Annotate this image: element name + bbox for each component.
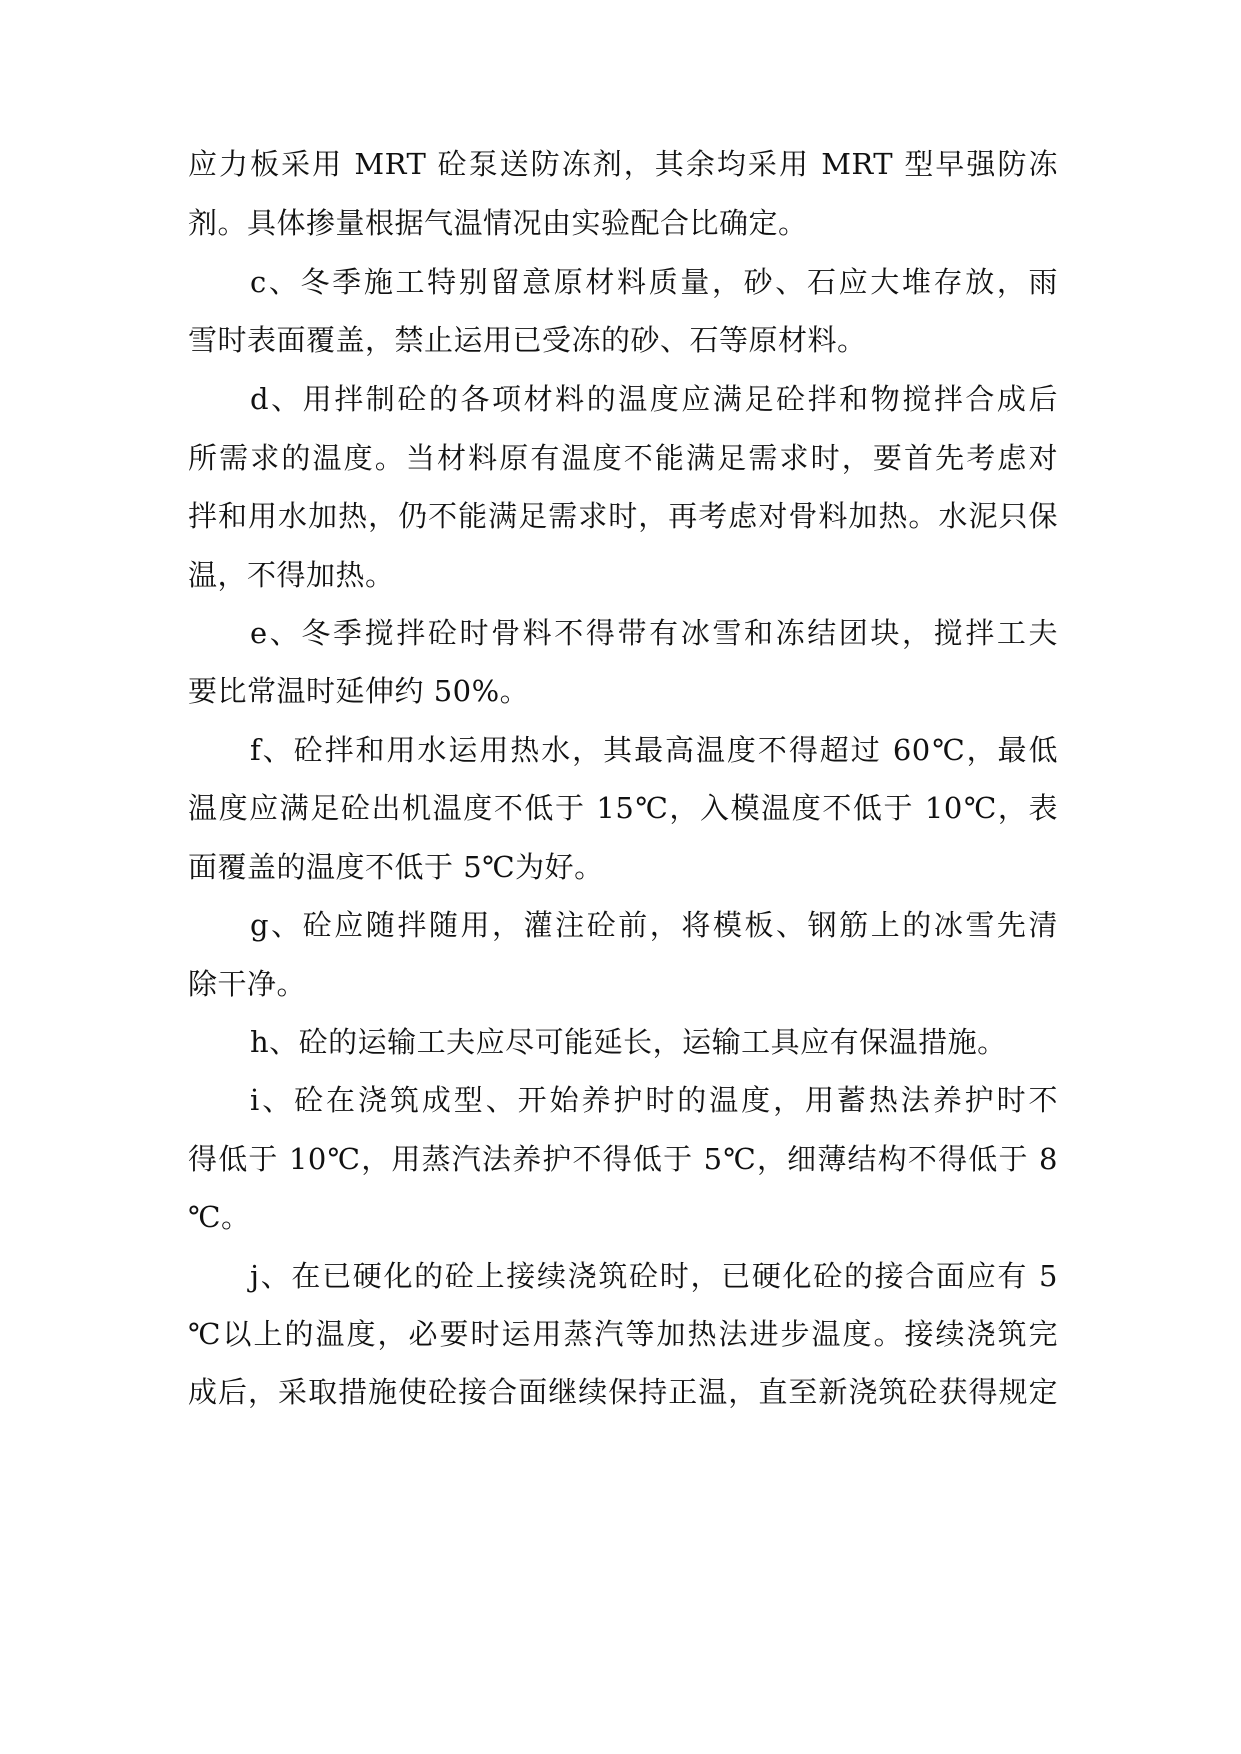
- text-line: 除干净。: [188, 967, 307, 1001]
- paragraph-f-line: f、砼拌和用水运用热水，其最高温度不得超过 60℃，最低: [250, 733, 1058, 767]
- paragraph-g-line: g、砼应随拌随用，灌注砼前，将模板、钢筋上的冰雪先清: [250, 908, 1058, 942]
- text-line: 要比常温时延伸约 50%。: [188, 674, 530, 708]
- text-line: 剂。具体掺量根据气温情况由实验配合比确定。: [188, 206, 808, 240]
- text-line: 雪时表面覆盖，禁止运用已受冻的砂、石等原材料。: [188, 323, 867, 357]
- text-line: 成后，采取措施使砼接合面继续保持正温，直至新浇筑砼获得规定: [188, 1375, 1058, 1409]
- paragraph-i-line: i、砼在浇筑成型、开始养护时的温度，用蓄热法养护时不: [250, 1083, 1058, 1117]
- paragraph-d-line: d、用拌制砼的各项材料的温度应满足砼拌和物搅拌合成后: [250, 382, 1058, 416]
- text-line: 所需求的温度。当材料原有温度不能满足需求时，要首先考虑对: [188, 441, 1058, 475]
- text-line: ℃以上的温度，必要时运用蒸汽等加热法进步温度。接续浇筑完: [188, 1317, 1058, 1351]
- text-line: 应力板采用 MRT 砼泵送防冻剂，其余均采用 MRT 型早强防冻: [188, 147, 1058, 181]
- text-line: ℃。: [188, 1200, 251, 1234]
- text-line: 拌和用水加热，仍不能满足需求时，再考虑对骨料加热。水泥只保: [188, 499, 1058, 533]
- paragraph-c-line: c、冬季施工特别留意原材料质量，砂、石应大堆存放，雨: [250, 265, 1058, 299]
- paragraph-e-line: e、冬季搅拌砼时骨料不得带有冰雪和冻结团块，搅拌工夫: [250, 616, 1058, 650]
- text-line: 面覆盖的温度不低于 5℃为好。: [188, 850, 604, 884]
- paragraph-j-line: j、在已硬化的砼上接续浇筑砼时，已硬化砼的接合面应有 5: [250, 1259, 1058, 1293]
- text-line: 得低于 10℃，用蒸汽法养护不得低于 5℃，细薄结构不得低于 8: [188, 1142, 1058, 1176]
- text-line: 温，不得加热。: [188, 558, 395, 592]
- text-line: 温度应满足砼出机温度不低于 15℃，入模温度不低于 10℃，表: [188, 791, 1058, 825]
- paragraph-h-line: h、砼的运输工夫应尽可能延长，运输工具应有保温措施。: [250, 1025, 1007, 1059]
